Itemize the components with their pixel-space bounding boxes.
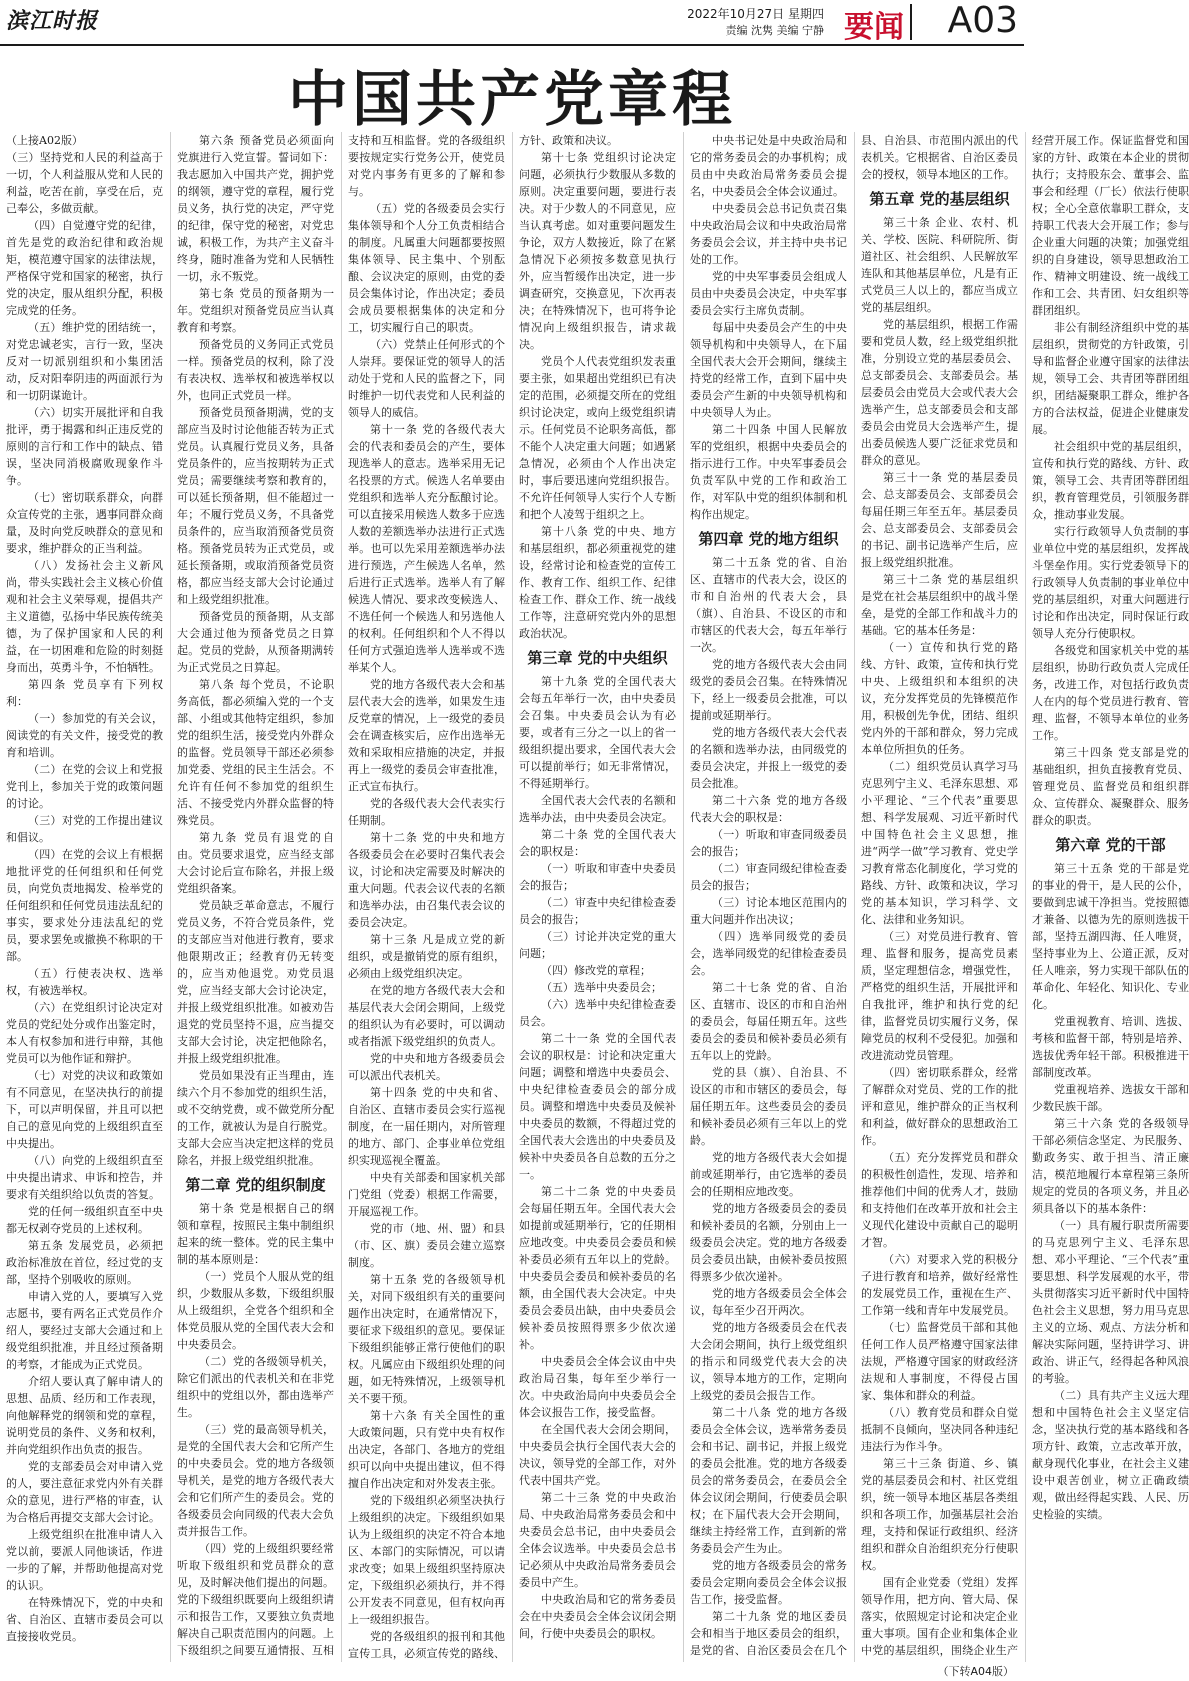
article-paragraph: （二）组织党员认真学习马克思列宁主义、毛泽东思想、邓小平理论、“三个代表”重要思想、科学发展观、习近平新时代中国特色社会主义思想，推进“两学一做”学习教育、党史学习教育常态化制度化，学习党的路线、方针、政策和决议，学习党的基本知识，学习科学、文化、法律和业务知识。 [861, 760, 1018, 926]
masthead [0, 0, 1024, 46]
article-paragraph: 社会组织中党的基层组织，宣传和执行党的路线、方针、政策，领导工会、共青团等群团组织，教育管理党员，引领服务群众，推动事业发展。 [1032, 440, 1189, 521]
article-paragraph: 第十九条 党的全国代表大会每五年举行一次，由中央委员会召集。中央委员会认为有必要，或者有三分之一以上的省一级组织提出要求，全国代表大会可以提前举行；如无非常情况，不得延期举行。 [519, 675, 676, 790]
article-paragraph: （一）具有履行职责所需要的马克思列宁主义、毛泽东思想、邓小平理论、“三个代表”重要思想、科学发展观的水平，带头贯彻落实习近平新时代中国特色社会主义思想，努力用马克思主义的立场、观点、方法分析和解决实际问题，坚持讲学习、讲政治、讲正气，经得起各种风浪的考验。 [1032, 1219, 1189, 1385]
chapter-heading: 第四章 党的地方组织 [698, 530, 839, 548]
article-paragraph: 第十四条 党的中央和省、自治区、直辖市委员会实行巡视制度，在一届任期内，对所管理的地方、部门、企事业单位党组织实现巡视全覆盖。 [348, 1086, 505, 1167]
article-paragraph: （一）宣传和执行党的路线、方针、政策，宣传和执行党中央、上级组织和本组织的决议，充分发挥党员的先锋模范作用，积极创先争优，团结、组织党内外的干部和群众，努力完成本单位所担负的任务。 [861, 641, 1018, 756]
article-paragraph: （四）密切联系群众，经常了解群众对党员、党的工作的批评和意见，维护群众的正当权利和利益，做好群众的思想政治工作。 [861, 1066, 1018, 1147]
article-paragraph: （三）党的最高领导机关，是党的全国代表大会和它所产生的中央委员会。党的地方各级领导机关，是党的地方各级代表大会和它们所产生的委员会。党的各级委员会向同级的代表大会负责并报告工作。 [177, 1423, 334, 1538]
article-paragraph: 第二十三条 党的中央政治局、中央政治局常务委员会和中央委员会总书记，由中央委员会全体会议选举。中央委员会总书记必须从中央政治局常务委员会委员中产生。 [519, 1491, 676, 1589]
article-paragraph: 第二十一条 党的全国代表会议的职权是：讨论和决定重大问题；调整和增选中央委员会、中央纪律检查委员会的部分成员。调整和增选中央委员及候补中央委员的数额，不得超过党的全国代表大会选出的中央委员及候补中央委员各自总数的五分之一。 [519, 1032, 676, 1181]
article-paragraph: 党的地方各级代表大会和基层代表大会的选举，如果发生违反党章的情况，上一级党的委员会在调查核实后，应作出选举无效和采取相应措施的决定，并报再上一级党的委员会审查批准，正式宣布执行。 [348, 678, 505, 793]
article-paragraph: 党的市（地、州、盟）和县（市、区、旗）委员会建立巡察制度。 [348, 1222, 505, 1269]
article-paragraph: （六）切实开展批评和自我批评，勇于揭露和纠正违反党的原则的言行和工作中的缺点、错误，坚决同消极腐败现象作斗争。 [6, 406, 163, 487]
article-paragraph: 第十一条 党的各级代表大会的代表和委员会的产生，要体现选举人的意志。选举采用无记名投票的方式。候选人名单要由党组织和选举人充分酝酿讨论。可以直接采用候选人数多于应选人数的差额选举办法进行正式选举。也可以先采用差额选举办法进行预选，产生候选人名单，然后进行正式选举。选举人有了解候选人情况、要求改变候选人、不选任何一个候选人和另选他人的权利。任何组织和个人不得以任何方式强迫选举人选举或不选举某个人。 [348, 423, 505, 674]
article-paragraph: 党的各级组织的报刊和其他宣传工具，必须宣传党的路线、方针、政策和决议。 [348, 134, 618, 1660]
article-paragraph: 第三十二条 党的基层组织是党在社会基层组织中的战斗堡垒，是党的全部工作和战斗力的基础。它的基本任务是： [861, 573, 1018, 637]
continued-to-note: （下转A04版） [937, 1665, 1014, 1678]
article-paragraph: 第十条 党是根据自己的纲领和章程，按照民主集中制组织起来的统一整体。党的民主集中制的基本原则是： [177, 1202, 334, 1266]
article-paragraph: （四）自觉遵守党的纪律，首先是党的政治纪律和政治规矩，模范遵守国家的法律法规，严格保守党和国家的秘密，执行党的决定，服从组织分配，积极完成党的任务。 [6, 219, 163, 317]
article-paragraph: 党的各级代表大会代表实行任期制。 [348, 797, 505, 827]
article-paragraph: 党员如果没有正当理由，连续六个月不参加党的组织生活，或不交纳党费，或不做党所分配的工作，就被认为是自行脱党。支部大会应当决定把这样的党员除名，并报上级党组织批准。 [177, 1069, 334, 1167]
article-paragraph: 第十三条 凡是成立党的新组织，或是撤销党的原有组织，必须由上级党组织决定。 [348, 933, 505, 980]
article-paragraph: （八）发扬社会主义新风尚，带头实践社会主义核心价值观和社会主义荣辱观，提倡共产主义道德，弘扬中华民族传统美德，为了保护国家和人民的利益，在一切困难和危险的时刻挺身而出，英勇斗争，不怕牺牲。 [6, 559, 163, 674]
issue-date: 2022年10月27日 星期四 [687, 7, 824, 21]
article-paragraph: 党重视教育、培训、选拔、考核和监督干部，特别是培养、选拔优秀年轻干部。积极推进干部制度改革。 [1032, 1015, 1189, 1079]
article-paragraph: 第七条 党员的预备期为一年。党组织对预备党员应当认真教育和考察。 [177, 287, 334, 334]
article-paragraph: （三）讨论并决定党的重大问题； [519, 930, 676, 960]
article-paragraph: 第二十四条 中国人民解放军的党组织，根据中央委员会的指示进行工作。中央军事委员会负责军队中党的工作和政治工作，对军队中党的组织体制和机构作出规定。 [690, 423, 847, 521]
article-paragraph: （三）对党员进行教育、管理、监督和服务，提高党员素质，坚定理想信念，增强党性，严格党的组织生活，开展批评和自我批评，维护和执行党的纪律，监督党员切实履行义务，保障党员的权利不受侵犯。加强和改进流动党员管理。 [861, 930, 1018, 1062]
article-paragraph: 第二十二条 党的中央委员会每届任期五年。全国代表大会如提前或延期举行，它的任期相应地改变。中央委员会委员和候补委员必须有五年以上的党龄。中央委员会委员和候补委员的名额，由全国代表大会决定。中央委员会委员出缺，由中央委员会候补委员按照得票多少依次递补。 [519, 1185, 676, 1351]
continued-from-note: （上接A02版） [6, 134, 83, 147]
article-paragraph: （七）监督党员干部和其他任何工作人员严格遵守国家法律法规，严格遵守国家的财政经济法规和人事制度，不得侵占国家、集体和群众的利益。 [861, 1321, 1018, 1402]
article-paragraph: 第二十九条 党的地区委员会和相当于地区委员会的组织，是党的省、自治区委员会在几个县、自治县、市范围内派出的代表机关。它根据省、自治区委员会的授权，领导本地区的工作。 [690, 134, 1018, 1657]
article-paragraph: 实行行政领导人负责制的事业单位中党的基层组织，发挥战斗堡垒作用。实行党委领导下的行政领导人负责制的事业单位中党的基层组织，对重大问题进行讨论和作出决定，同时保证行政领导人充分行使职权。 [1032, 525, 1189, 640]
article-paragraph: （七）对党的决议和政策如有不同意见，在坚决执行的前提下，可以声明保留，并且可以把自己的意见向党的上级组织直至中央提出。 [6, 1069, 163, 1150]
article-paragraph: 中央有关部委和国家机关部门党组（党委）根据工作需要，开展巡视工作。 [348, 1171, 505, 1218]
article-paragraph: 党的支部委员会对申请入党的人，要注意征求党内外有关群众的意见，进行严格的审查，认为合格后再提交支部大会讨论。 [6, 1460, 163, 1524]
article-paragraph: （六）选举中央纪律检查委员会。 [519, 998, 676, 1028]
article-paragraph: 在特殊情况下，党的中央和省、自治区、直辖市委员会可以直接接收党员。 [6, 1596, 163, 1643]
article-paragraph: 中央书记处是中央政治局和它的常务委员会的办事机构；成员由中央政治局常务委员会提名，中央委员会全体会议通过。 [690, 134, 847, 198]
article-paragraph: 党的中央军事委员会组成人员由中央委员会决定，中央军事委员会实行主席负责制。 [690, 270, 847, 317]
article-paragraph: （六）对要求入党的积极分子进行教育和培养，做好经常性的发展党员工作，重视在生产、工作第一线和青年中发展党员。 [861, 1253, 1018, 1317]
article-paragraph: 党的县（旗）、自治县、不设区的市和市辖区的委员会，每届任期五年。这些委员会的委员和候补委员必须有三年以上的党龄。 [690, 1066, 847, 1147]
article-paragraph: 第二十条 党的全国代表大会的职权是： [519, 828, 676, 858]
article-paragraph: 第八条 每个党员，不论职务高低，都必须编入党的一个支部、小组或其他特定组织，参加党的组织生活，接受党内外群众的监督。党员领导干部还必须参加党委、党组的民主生活会。不允许有任何不参加党的组织生活、不接受党内外群众监督的特殊党员。 [177, 678, 334, 827]
article-paragraph: 党的中央和地方各级委员会可以派出代表机关。 [348, 1052, 505, 1082]
article-paragraph: （二）审查中央纪律检查委员会的报告； [519, 896, 676, 926]
editor-credits: 责编 沈隽 美编 宁静 [725, 24, 824, 37]
article-paragraph: （二）具有共产主义远大理想和中国特色社会主义坚定信念，坚决执行党的基本路线和各项方针、政策，立志改革开放，献身现代化事业，在社会主义建设中艰苦创业，树立正确政绩观，做出经得起实践、人民、历史检验的实绩。 [1032, 1389, 1189, 1521]
article-paragraph: 党的地方各级代表大会由同级党的委员会召集。在特殊情况下，经上一级委员会批准，可以提前或延期举行。 [690, 658, 847, 722]
article-paragraph: （四）选举同级党的委员会，选举同级党的纪律检查委员会。 [690, 930, 847, 977]
article-paragraph: 非公有制经济组织中党的基层组织，贯彻党的方针政策，引导和监督企业遵守国家的法律法规，领导工会、共青团等群团组织，团结凝聚职工群众，维护各方的合法权益，促进企业健康发展。 [1032, 321, 1189, 436]
article-paragraph: 申请入党的人，要填写入党志愿书，要有两名正式党员作介绍人，要经过支部大会通过和上级党组织批准，并且经过预备期的考察，才能成为正式党员。 [6, 1290, 163, 1371]
article-paragraph: 党的地方各级代表大会代表的名额和选举办法，由同级党的委员会决定，并报上一级党的委员会批准。 [690, 726, 847, 790]
article-paragraph: （五）党的各级委员会实行集体领导和个人分工负责相结合的制度。凡属重大问题都要按照集体领导、民主集中、个别酝酿、会议决定的原则，由党的委员会集体讨论，作出决定；委员会成员要根据集体的决定和分工，切实履行自己的职责。 [348, 202, 505, 334]
article-paragraph: （七）密切联系群众，向群众宣传党的主张，遇事同群众商量，及时向党反映群众的意见和要求，维护群众的正当利益。 [6, 491, 163, 555]
newspaper-logo: 滨江时报 [6, 8, 99, 34]
article-paragraph: （二）在党的会议上和党报党刊上，参加关于党的政策问题的讨论。 [6, 763, 163, 810]
article-paragraph: 第三十六条 党的各级领导干部必须信念坚定、为民服务、勤政务实、敢于担当、清正廉洁，模范地履行本章程第三条所规定的党员的各项义务，并且必须具备以下的基本条件： [1032, 1117, 1189, 1215]
article-paragraph: 第三十一条 党的基层委员会、总支部委员会、支部委员会每届任期三年至五年。基层委员会、总支部委员会、支部委员会的书记、副书记选举产生后，应报上级党组织批准。 [861, 471, 1018, 569]
article-paragraph: 党的地方各级委员会全体会议，每年至少召开两次。 [690, 1287, 847, 1317]
article-paragraph: （二）审查同级纪律检查委员会的报告； [690, 862, 847, 892]
article-paragraph: 党的下级组织必须坚决执行上级组织的决定。下级组织如果认为上级组织的决定不符合本地区、本部门的实际情况，可以请求改变；如果上级组织坚持原决定，下级组织必须执行，并不得公开发表不同意见，但有权向再上一级组织报告。 [348, 1494, 505, 1626]
article-paragraph: （六）在党组织讨论决定对党员的党纪处分或作出鉴定时，本人有权参加和进行申辩，其他党员可以为他作证和辩护。 [6, 1001, 163, 1065]
article-paragraph: 党的地方各级委员会的常务委员会定期向委员会全体会议报告工作，接受监督。 [690, 1559, 847, 1606]
article-paragraph: 第三十三条 街道、乡、镇党的基层委员会和村、社区党组织，统一领导本地区基层各类组织和各项工作，加强基层社会治理，支持和保证行政组织、经济组织和群众自治组织充分行使职权。 [861, 1457, 1018, 1572]
article-paragraph: 党员个人代表党组织发表重要主张，如果超出党组织已有决定的范围，必须提交所在的党组织讨论决定，或向上级党组织请示。任何党员不论职务高低，都不能个人决定重大问题；如遇紧急情况，必须由个人作出决定时，事后要迅速向党组织报告。不允许任何领导人实行个人专断和把个人凌驾于组织之上。 [519, 355, 676, 521]
article-paragraph: 第九条 党员有退党的自由。党员要求退党，应当经支部大会讨论后宣布除名，并报上级党组织备案。 [177, 831, 334, 895]
chapter-heading: 第六章 党的干部 [1055, 836, 1166, 854]
article-paragraph: 党的基层组织，根据工作需要和党员人数，经上级党组织批准，分别设立党的基层委员会、总支部委员会、支部委员会。基层委员会由党员大会或代表大会选举产生，总支部委员会和支部委员会由党员大会选举产生，提出委员候选人要广泛征求党员和群众的意见。 [861, 318, 1018, 467]
article-paragraph: 党的地方各级委员会在代表大会闭会期间，执行上级党组织的指示和同级党代表大会的决议，领导本地方的工作，定期向上级党的委员会报告工作。 [690, 1321, 847, 1402]
article-paragraph: （一）参加党的有关会议，阅读党的有关文件，接受党的教育和培训。 [6, 712, 163, 759]
page-number: A03 [947, 0, 1018, 41]
article-paragraph: 党员缺乏革命意志，不履行党员义务，不符合党员条件，党的支部应当对他进行教育，要求他限期改正；经教育仍无转变的，应当劝他退党。劝党员退党，应当经支部大会讨论决定，并报上级党组织批准。如被劝告退党的党员坚持不退，应当提交支部大会讨论，决定把他除名，并报上级党组织批准。 [177, 899, 334, 1065]
article-paragraph: 第三十四条 党支部是党的基础组织，担负直接教育党员、管理党员、监督党员和组织群众、宣传群众、凝聚群众、服务群众的职责。 [1032, 746, 1189, 827]
article-paragraph: 每届中央委员会产生的中央领导机构和中央领导人，在下届全国代表大会开会期间，继续主持党的经常工作，直到下届中央委员会产生新的中央领导机构和中央领导人为止。 [690, 321, 847, 419]
article-paragraph: 中央委员会总书记负责召集中央政治局会议和中央政治局常务委员会会议，并主持中央书记处的工作。 [690, 202, 847, 266]
article-paragraph: 第十五条 党的各级领导机关，对同下级组织有关的重要问题作出决定时，在通常情况下，要征求下级组织的意见。要保证下级组织能够正常行使他们的职权。凡属应由下级组织处理的问题，如无特殊情况，上级领导机关不要干预。 [348, 1273, 505, 1405]
article-paragraph: 第十八条 党的中央、地方和基层组织，都必须重视党的建设，经常讨论和检查党的宣传工作、教育工作、组织工作、纪律检查工作、群众工作、统一战线工作等，注意研究党内外的思想政治状况。 [519, 525, 676, 640]
article-paragraph: （四）在党的会议上有根据地批评党的任何组织和任何党员，向党负责地揭发、检举党的任何组织和任何党员违法乱纪的事实，要求处分违法乱纪的党员，要求罢免或撤换不称职的干部。 [6, 848, 163, 963]
article-paragraph: 党的地方各级代表大会如提前或延期举行，由它选举的委员会的任期相应地改变。 [690, 1151, 847, 1198]
chapter-heading: 第五章 党的基层组织 [869, 190, 1010, 208]
article-paragraph: （一）党员个人服从党的组织，少数服从多数，下级组织服从上级组织，全党各个组织和全体党员服从党的全国代表大会和中央委员会。 [177, 1270, 334, 1351]
article-paragraph: （五）行使表决权、选举权，有被选举权。 [6, 967, 163, 997]
article-paragraph: （一）听取和审查同级委员会的报告； [690, 828, 847, 858]
article-paragraph: （三）坚持党和人民的利益高于一切，个人利益服从党和人民的利益，吃苦在前，享受在后，克己奉公，多做贡献。 [6, 151, 163, 215]
article-paragraph: （五）维护党的团结统一，对党忠诚老实，言行一致，坚决反对一切派别组织和小集团活动，反对阳奉阴违的两面派行为和一切阴谋诡计。 [6, 321, 163, 402]
article-paragraph: 预备党员的预备期，从支部大会通过他为预备党员之日算起。党员的党龄，从预备期满转为正式党员之日算起。 [177, 610, 334, 674]
article-body [6, 132, 1189, 1662]
article-paragraph: 在党的地方各级代表大会和基层代表大会闭会期间，上级党的组织认为有必要时，可以调动或者指派下级党组织的负责人。 [348, 984, 505, 1048]
article-paragraph: 党的地方各级委员会的委员和候补委员的名额，分别由上一级委员会决定。党的地方各级委员会委员出缺，由候补委员按照得票多少依次递补。 [690, 1202, 847, 1283]
article-paragraph: 全国代表大会代表的名额和选举办法，由中央委员会决定。 [519, 794, 676, 824]
article-paragraph: 第三十条 企业、农村、机关、学校、医院、科研院所、街道社区、社会组织、人民解放军连队和其他基层单位，凡是有正式党员三人以上的，都应当成立党的基层组织。 [861, 216, 1018, 314]
page-title: 中国共产党章程 [288, 65, 736, 135]
chapter-heading: 第二章 党的组织制度 [185, 1176, 326, 1194]
article-paragraph: （八）教育党员和群众自觉抵制不良倾向，坚决同各种违纪违法行为作斗争。 [861, 1406, 1018, 1453]
article-paragraph: （五）充分发挥党员和群众的积极性创造性，发现、培养和推荐他们中间的优秀人才，鼓励和支持他们在改革开放和社会主义现代化建设中贡献自己的聪明才智。 [861, 1151, 1018, 1249]
article-paragraph: （六）党禁止任何形式的个人崇拜。要保证党的领导人的活动处于党和人民的监督之下，同时维护一切代表党和人民利益的领导人的威信。 [348, 338, 505, 419]
article-paragraph: 第六条 预备党员必须面向党旗进行入党宣誓。誓词如下：我志愿加入中国共产党，拥护党的纲领，遵守党的章程，履行党员义务，执行党的决定，严守党的纪律，保守党的秘密，对党忠诚，积极工作，为共产主义奋斗终身，随时准备为党和人民牺牲一切，永不叛党。 [177, 134, 334, 283]
article-paragraph: 第五条 发展党员，必须把政治标准放在首位，经过党的支部，坚持个别吸收的原则。 [6, 1239, 163, 1286]
article-paragraph: 第三十五条 党的干部是党的事业的骨干，是人民的公仆，要做到忠诚干净担当。党按照德才兼备、以德为先的原则选拔干部，坚持五湖四海、任人唯贤，坚持事业为上、公道正派，反对任人唯亲，努力实现干部队伍的革命化、年轻化、知识化、专业化。 [1032, 862, 1189, 1011]
article-paragraph: （一）听取和审查中央委员会的报告； [519, 862, 676, 892]
article-paragraph: （二）党的各级领导机关，除它们派出的代表机关和在非党组织中的党组以外，都由选举产生。 [177, 1355, 334, 1419]
chapter-heading: 第三章 党的中央组织 [527, 649, 668, 667]
article-paragraph: （五）选举中央委员会； [541, 981, 662, 994]
article-paragraph: （四）党的上级组织要经常听取下级组织和党员群众的意见，及时解决他们提出的问题。党的下级组织既要向上级组织请示和报告工作，又要独立负责地解决自己职责范围内的问题。上下级组织之间要互通情报、互相支持和互相监督。党的各级组织要按规定实行党务公开，使党员对党内事务有更多的了解和参与。 [177, 134, 505, 1657]
article-paragraph: 上级党组织在批准申请人入党以前，要派人同他谈话，作进一步的了解，并帮助他提高对党的认识。 [6, 1528, 163, 1592]
article-paragraph: 国有企业党委（党组）发挥领导作用，把方向、管大局、保落实，依照规定讨论和决定企业重大事项。国有企业和集体企业中党的基层组织，围绕企业生产经营开展工作。保证监督党和国家的方针、政策在本企业的贯彻执行；支持股东会、董事会、监事会和经理（厂长）依法行使职权；全心全意依靠职工群众，支持职工代表大会开展工作；参与企业重大问题的决策；加强党组织的自身建设，领导思想政治工作、精神文明建设、统一战线工作和工会、共青团、妇女组织等群团组织。 [861, 134, 1189, 1657]
article-paragraph: 中央政治局和它的常务委员会在中央委员会全体会议闭会期间，行使中央委员会的职权。 [519, 1593, 676, 1640]
article-paragraph: 各级党和国家机关中党的基层组织，协助行政负责人完成任务，改进工作，对包括行政负责人在内的每个党员进行教育、管理、监督，不领导本单位的业务工作。 [1032, 644, 1189, 742]
article-paragraph: （三）对党的工作提出建议和倡议。 [6, 814, 163, 844]
article-paragraph: 预备党员的义务同正式党员一样。预备党员的权利，除了没有表决权、选举权和被选举权以外，也同正式党员一样。 [177, 338, 334, 402]
article-paragraph: （三）讨论本地区范围内的重大问题并作出决议； [690, 896, 847, 926]
article-paragraph: 第十六条 有关全国性的重大政策问题，只有党中央有权作出决定，各部门、各地方的党组织可以向中央提出建议，但不得擅自作出决定和对外发表主张。 [348, 1409, 505, 1490]
article-paragraph: 第十二条 党的中央和地方各级委员会在必要时召集代表会议，讨论和决定需要及时解决的重大问题。代表会议代表的名额和选举办法，由召集代表会议的委员会决定。 [348, 831, 505, 929]
article-paragraph: 党重视培养、选拔女干部和少数民族干部。 [1032, 1083, 1189, 1113]
article-paragraph: 党的任何一级组织直至中央都无权剥夺党员的上述权利。 [6, 1205, 163, 1235]
article-paragraph: 第二十七条 党的省、自治区、直辖市、设区的市和自治州的委员会，每届任期五年。这些委员会的委员和候补委员必须有五年以上的党龄。 [690, 981, 847, 1062]
article-paragraph: （八）向党的上级组织直至中央提出请求、申诉和控告，并要求有关组织给以负责的答复。 [6, 1154, 163, 1201]
article-paragraph: 第二十五条 党的省、自治区、直辖市的代表大会，设区的市和自治州的代表大会，县（旗）、自治县、不设区的市和市辖区的代表大会，每五年举行一次。 [690, 556, 847, 654]
article-paragraph: 第二十六条 党的地方各级代表大会的职权是： [690, 794, 847, 824]
article-paragraph: 第二十八条 党的地方各级委员会全体会议，选举常务委员会和书记、副书记，并报上级党的委员会批准。党的地方各级委员会的常务委员会，在委员会全体会议闭会期间，行使委员会职权；在下届代表大会开会期间，继续主持经常工作，直到新的常务委员会产生为止。 [690, 1406, 847, 1555]
article-paragraph: 中央委员会全体会议由中央政治局召集，每年至少举行一次。中央政治局向中央委员会全体会议报告工作，接受监督。 [519, 1355, 676, 1419]
masthead-divider [910, 4, 912, 40]
article-paragraph: （四）修改党的章程； [541, 964, 651, 977]
article-paragraph: 在全国代表大会闭会期间，中央委员会执行全国代表大会的决议，领导党的全部工作，对外代表中国共产党。 [519, 1423, 676, 1487]
article-paragraph: 第十七条 党组织讨论决定问题，必须执行少数服从多数的原则。决定重要问题，要进行表决。对于少数人的不同意见，应当认真考虑。如对重要问题发生争论，双方人数接近，除了在紧急情况下必须按多数意见执行外，应当暂缓作出决定，进一步调查研究，交换意见，下次再表决；在特殊情况下，也可将争论情况向上级组织报告，请求裁决。 [519, 151, 676, 351]
article-paragraph: 预备党员预备期满，党的支部应当及时讨论他能否转为正式党员。认真履行党员义务，具备党员条件的，应当按期转为正式党员；需要继续考察和教育的，可以延长预备期，但不能超过一年；不履行党员义务，不具备党员条件的，应当取消预备党员资格。预备党员转为正式党员，或延长预备期，或取消预备党员资格，都应当经支部大会讨论通过和上级党组织批准。 [177, 406, 334, 606]
section-name: 要闻 [844, 10, 904, 45]
article-paragraph: 介绍人要认真了解申请人的思想、品质、经历和工作表现，向他解释党的纲领和党的章程，说明党员的条件、义务和权利，并向党组织作出负责的报告。 [6, 1375, 163, 1456]
article-paragraph: 第四条 党员享有下列权利： [6, 678, 163, 708]
